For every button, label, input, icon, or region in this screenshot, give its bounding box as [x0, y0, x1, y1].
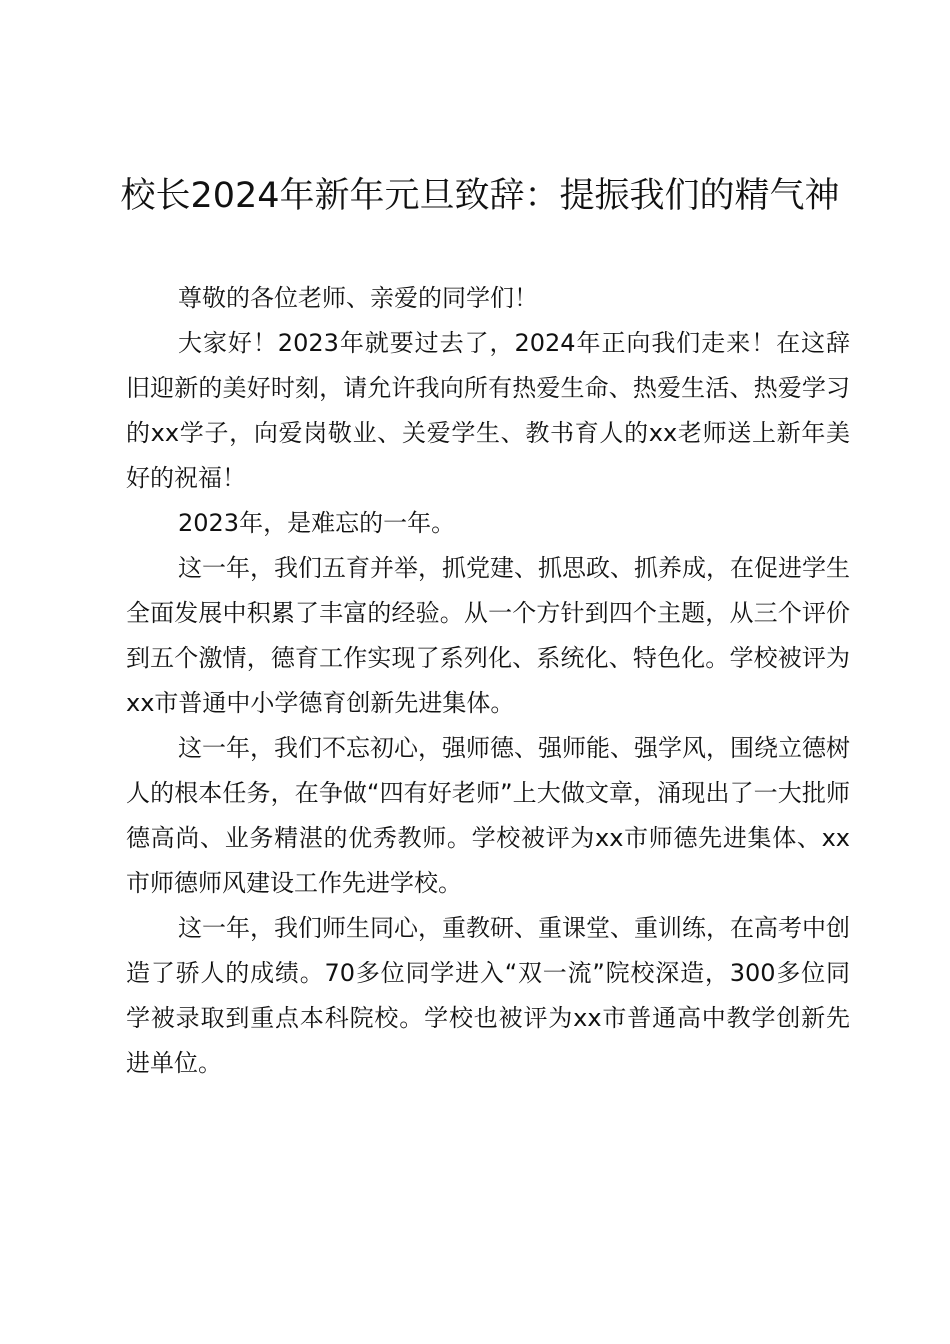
document-body: [126, 276, 850, 1086]
document-title: 校长2024年新年元旦致辞：提振我们的精气神: [120, 176, 840, 216]
paragraph-memorable-year: 2023年，是难忘的一年。: [178, 509, 456, 537]
paragraph-moral-education: 这一年，我们五育并举，抓党建、抓思政、抓养成，在促进学生全面发展中积累了丰富的经验。从一个方针到四个主题，从三个评价到五个激情，德育工作实现了系列化、系统化、特色化。学校被评为xx市普通中小学德育创新先进集体。: [126, 554, 850, 717]
paragraph-greeting: 尊敬的各位老师、亲爱的同学们！: [178, 284, 538, 312]
paragraph-new-year-wishes: 大家好！2023年就要过去了，2024年正向我们走来！在这辞旧迎新的美好时刻，请允许我向所有热爱生命、热爱生活、热爱学习的xx学子，向爱岗敬业、关爱学生、教书育人的xx老师送上新年美好的祝福！: [126, 329, 850, 492]
paragraph-exam-results: 这一年，我们师生同心，重教研、重课堂、重训练，在高考中创造了骄人的成绩。70多位同学进入“双一流”院校深造，300多位同学被录取到重点本科院校。学校也被评为xx市普通高中教学创新先进单位。: [126, 914, 850, 1077]
paragraph-teacher-ethics: 这一年，我们不忘初心，强师德、强师能、强学风，围绕立德树人的根本任务，在争做“四有好老师”上大做文章，涌现出了一大批师德高尚、业务精湛的优秀教师。学校被评为xx市师德先进集体、xx市师德师风建设工作先进学校。: [126, 734, 850, 897]
